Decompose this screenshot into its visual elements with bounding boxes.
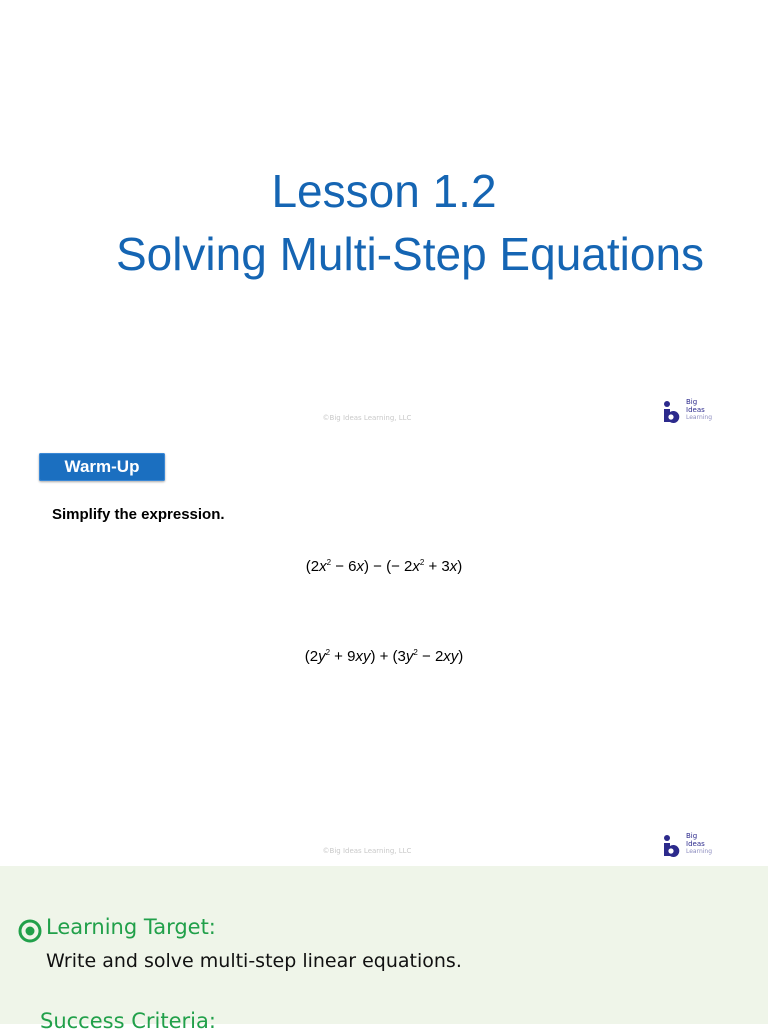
expr-part: (2 [305, 558, 320, 575]
logo-word-big: Big [686, 398, 698, 406]
expr-part: − 2 [417, 648, 444, 665]
expression-2 [0, 648, 768, 665]
expression-1 [0, 558, 768, 575]
expr-part: + 3 [424, 558, 450, 575]
expr-variable: x [412, 558, 420, 575]
expr-exponent: 2 [413, 648, 418, 657]
expr-variable: xy [355, 648, 371, 665]
expr-part: ) [457, 558, 463, 575]
expr-exponent: 2 [419, 558, 425, 567]
logo-word-ideas: Ideas [686, 406, 705, 414]
logo-word-learning: Learning [686, 414, 713, 421]
big-ideas-logo [662, 398, 722, 424]
lesson-number-title: Lesson 1.2 [271, 165, 497, 217]
expr-part: − 6 [331, 558, 357, 575]
expr-part: + 9 [330, 648, 356, 665]
learning-target-heading: Learning Target: [46, 915, 216, 939]
logo-wordmark [686, 832, 712, 856]
expr-variable: y [318, 648, 326, 665]
learning-target-text: Write and solve multi-step linear equations. [46, 950, 462, 972]
expr-part: (2 [304, 648, 319, 665]
expr-exponent: 2 [326, 558, 332, 567]
learning-target-slide [0, 866, 768, 1033]
logo-word-ideas: Ideas [686, 840, 705, 848]
expr-variable: y [405, 648, 414, 665]
logo-word-big: Big [686, 832, 698, 840]
big-ideas-logo [662, 832, 722, 858]
instruction-text: Simplify the expression. [52, 506, 225, 523]
big-ideas-logo-icon [662, 400, 682, 424]
warmup-slide [0, 432, 768, 866]
success-criteria-heading: Success Criteria: [40, 1009, 216, 1033]
logo-wordmark [686, 398, 712, 422]
target-icon [18, 919, 42, 943]
warmup-badge: Warm-Up [39, 453, 165, 481]
expr-exponent: 2 [325, 648, 331, 657]
logo-word-learning: Learning [686, 848, 713, 855]
expr-part: ) + (3 [370, 648, 406, 665]
expr-variable: xy [443, 648, 459, 665]
expr-variable: x [356, 558, 364, 575]
expr-part: ) − (− 2 [363, 558, 413, 575]
lesson-title: Solving Multi-Step Equations [115, 228, 705, 280]
expr-variable: x [449, 558, 458, 575]
expr-variable: x [319, 558, 327, 575]
expr-part: ) [458, 648, 464, 665]
big-ideas-logo-icon [662, 834, 682, 858]
copyright-text: ©Big Ideas Learning, LLC [322, 847, 412, 855]
title-slide [0, 0, 768, 432]
copyright-text: ©Big Ideas Learning, LLC [322, 414, 412, 422]
